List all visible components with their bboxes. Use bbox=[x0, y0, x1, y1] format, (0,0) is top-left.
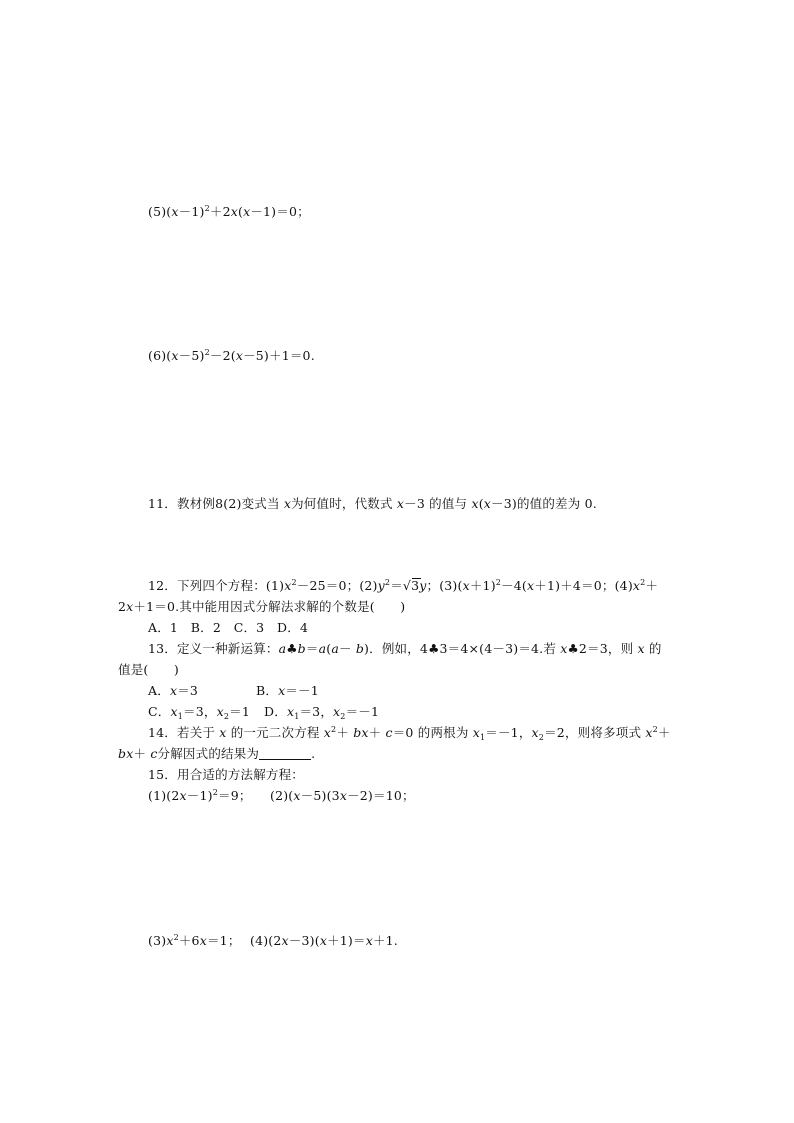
q15-part2: (2)(x－5)(3x－2)＝10； bbox=[270, 788, 415, 803]
q13-line1: 13．定义一种新运算：a♣b＝a(a－ b)．例如，4♣3＝4×(4－3)＝4.若 x♣2＝3，则 x 的 bbox=[148, 641, 662, 656]
q13-option-c: C．$x_1=3$，$x_2=1$ bbox=[148, 704, 250, 721]
q13-line2: 值是( ) bbox=[118, 662, 179, 677]
q14-line2: bx＋ c分解因式的结果为 . bbox=[118, 746, 316, 761]
q10-part5: $(5)(x-1)^2+2x(x-1)=0$； bbox=[148, 204, 310, 219]
q14-line1: 14．若关于 x 的一元二次方程 $x^2+ bx+ c=0$ 的两根为 $x_1=-1$，$x_2=2$，则将多项式 $x^2+$ bbox=[148, 725, 671, 742]
q15-part1: $(1)(2x-1)^2=9$； bbox=[148, 788, 252, 803]
q11-line: 11．教材例8(2)变式当 x为何值时，代数式 x－3 的值与 x(x－3)的值的差为 0. bbox=[148, 496, 597, 511]
q15-part4: (4)(2x－3)(x＋1)＝x＋1. bbox=[250, 933, 398, 948]
q13-option-b: B．x＝－1 bbox=[256, 683, 319, 698]
q12-line2: 2x＋1＝0.其中能用因式分解法求解的个数是( ) bbox=[118, 599, 406, 614]
answer-blank[interactable] bbox=[259, 747, 311, 760]
q10-part6: $(6)(x-5)^2-2(x-5)+1=0$. bbox=[148, 348, 315, 363]
q15-part3: $(3)x^2+6x=1$； bbox=[148, 933, 241, 948]
q13-option-a: A．x＝3 bbox=[148, 683, 199, 698]
q13-option-d: D．$x_1=3$，$x_2=-1$ bbox=[264, 704, 380, 721]
q12-options: A．1 B．2 C．3 D．4 bbox=[148, 620, 309, 635]
q12-line1: 12．下列四个方程：$(1)x^2-25=0$；$(2)y^2=$ √3y；$(3)(x+1)^2-4(x+1)+4=0$；$(4)x^2+$ bbox=[148, 578, 659, 593]
q15-title: 15．用合适的方法解方程： bbox=[148, 767, 305, 782]
